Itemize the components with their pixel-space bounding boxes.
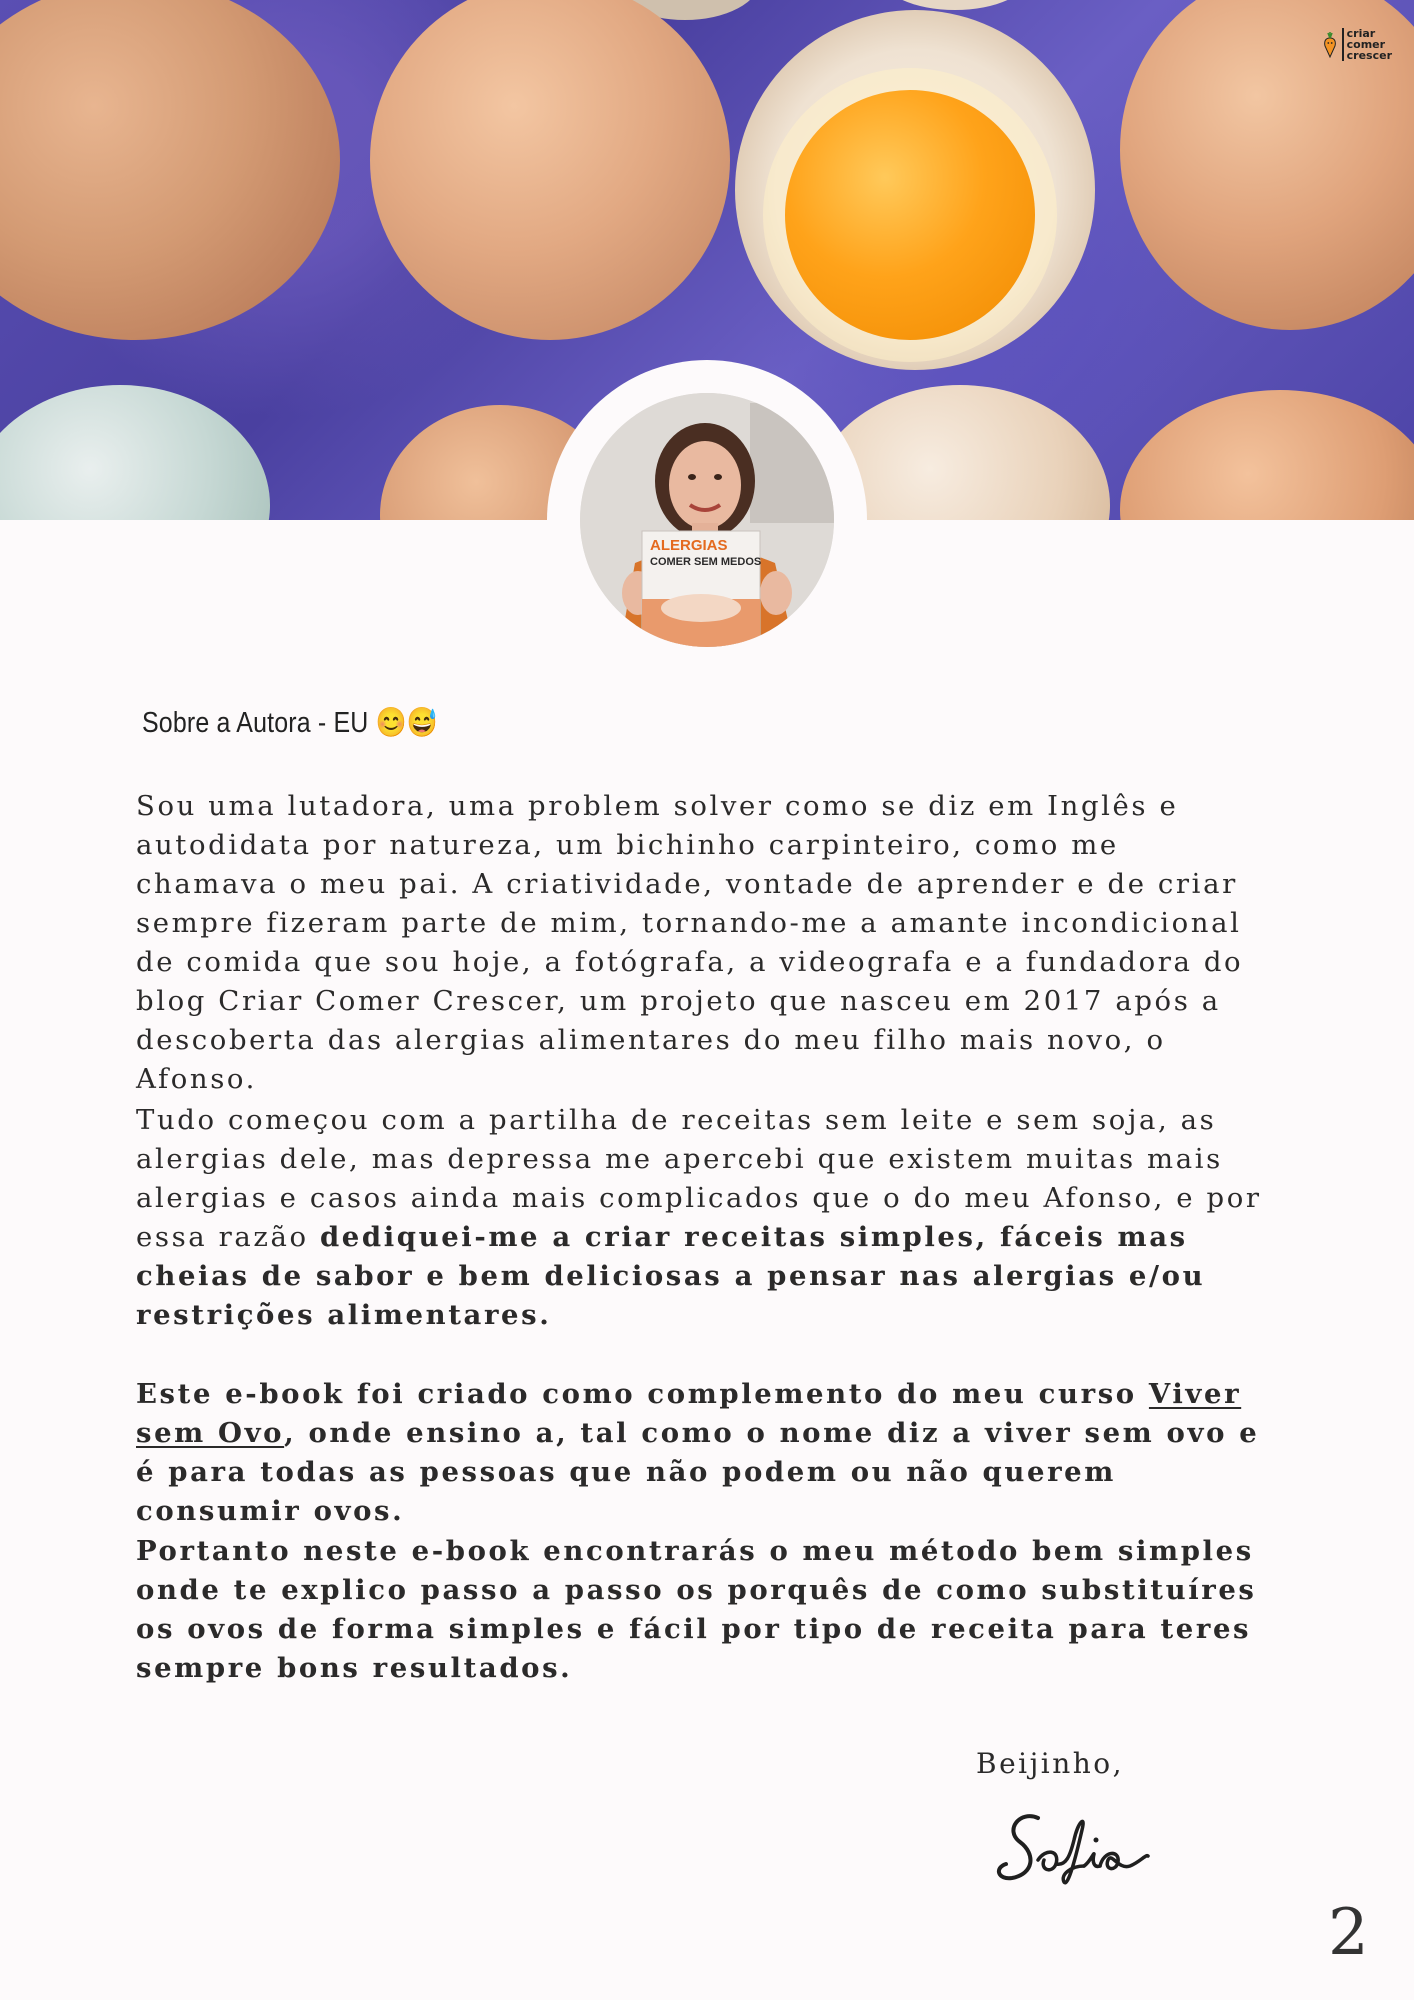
- brand-logo: [1322, 28, 1392, 61]
- logo-wordmark: [1342, 28, 1392, 61]
- egg-top-right: [880, 0, 1030, 10]
- paragraph-course-text: Este e-book foi criado como complemento do meu curso: [136, 1378, 1137, 1410]
- paragraph-method: [136, 1532, 1266, 1688]
- page-number: 2: [1328, 1896, 1369, 1970]
- brown-egg: [370, 0, 730, 340]
- paragraph-origin: [136, 1101, 1266, 1335]
- author-photo: [580, 393, 834, 647]
- logo-line: crescer: [1346, 49, 1392, 62]
- closing-greeting: Beijinho,: [976, 1747, 1125, 1780]
- course-link[interactable]: Viver sem Ovo: [136, 1378, 1242, 1449]
- paragraph-origin-text: Tudo começou com a partilha de receitas sem leite e sem soja, as alergias dele, mas depressa me apercebi que existem muitas mais alergias e casos ainda mais complicados que o do meu Afonso, e por essa razão: [136, 1104, 1262, 1253]
- brown-egg: [1120, 390, 1414, 520]
- logo-line: criar: [1346, 27, 1376, 40]
- paragraph-course-text-end: , onde ensino a, tal como o nome diz a viver sem ovo e é para todas as pessoas que não podem ou não querem consumir ovos.: [136, 1417, 1260, 1527]
- carrot-icon: [1322, 32, 1338, 58]
- author-portrait-illustration: [580, 393, 834, 647]
- paragraph-course: [136, 1375, 1266, 1531]
- book-cover-title: ALERGIAS: [650, 537, 728, 554]
- paragraph-intro: Sou uma lutadora, uma problem solver como se diz em Inglês e autodidata por natureza, um bichinho carpinteiro, como me chamava o meu pai. A criatividade, vontade de aprender e de criar sempre fizeram parte de mim, tornando-me a amante incondicional de comida que sou hoje, a fotógrafa, a videografa e a fundadora do blog Criar Comer Crescer, um projeto que nasceu em 2017 após a descoberta das alergias alimentares do meu filho mais novo, o Afonso.: [136, 790, 1244, 1095]
- section-heading: Sobre a Autora - EU 😊😅: [142, 707, 439, 739]
- paragraph-method-text: Portanto neste e-book encontrarás o meu método bem simples onde te explico passo a passo os porquês de como substituíres os ovos de forma simples e fácil por tipo de receita para teres sempre bons resultados.: [136, 1535, 1257, 1684]
- book-cover-subtitle: COMER SEM MEDOS: [650, 556, 762, 568]
- paragraph-origin-highlight: dediquei-me a criar receitas simples, fáceis mas cheias de sabor e bem deliciosas a pensar nas alergias e/ou restrições alimentares.: [136, 1221, 1206, 1331]
- handwritten-signature: [990, 1770, 1190, 1890]
- egg-yolk: [785, 90, 1035, 340]
- blue-egg: [0, 385, 270, 520]
- logo-line: comer: [1346, 38, 1386, 51]
- brown-egg: [0, 0, 340, 340]
